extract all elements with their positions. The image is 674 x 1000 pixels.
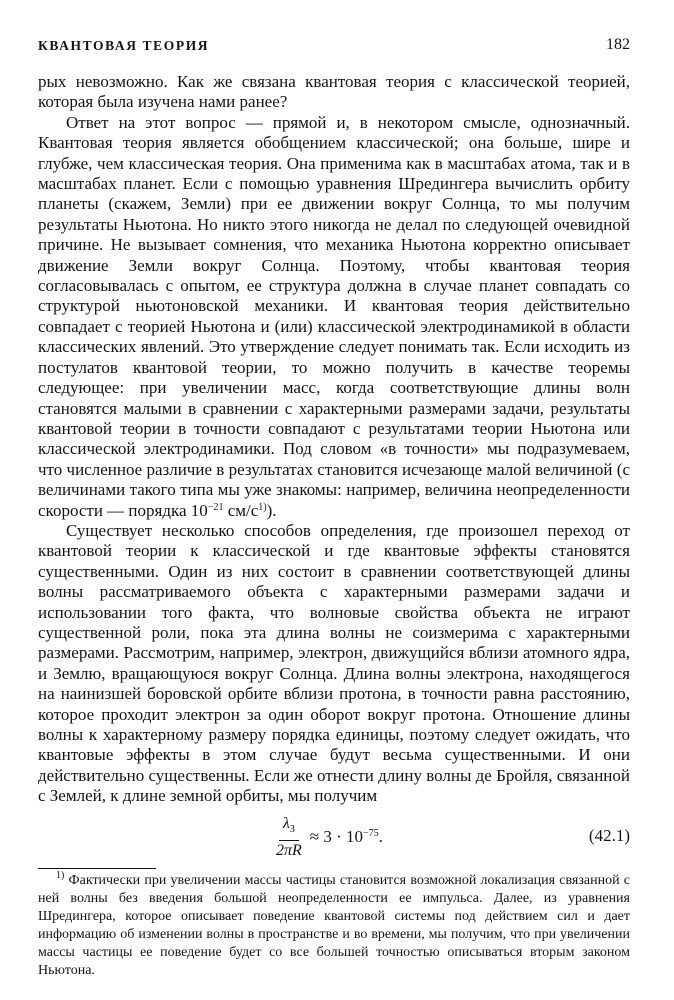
footnote-reference: 1) <box>258 501 267 513</box>
equation-relation: ≈ 3 · 10 <box>309 827 364 846</box>
equation-number: (42.1) <box>588 826 630 845</box>
paragraph-continuation <box>38 72 630 113</box>
fraction-denominator: 2πR <box>276 841 302 859</box>
footnote <box>38 872 630 980</box>
footnote-paragraph <box>38 872 630 980</box>
equation <box>38 812 630 862</box>
footnote-divider <box>38 868 156 869</box>
footnote-text: Фактически при увеличении массы частицы становится возможной локализация связанной с ней волны без введения большой неопределенности ее импульса. Далее, из уравнения Шредингера, которое описывает поведение квантовой системы под действием сил и дает информацию об изменении волны в пространстве и во времени, мы получим, что при увеличении массы частицы ее поведение будет со все большей точностью описываться вторым законом Ньютона. <box>38 873 630 978</box>
paragraph-answer-text: Ответ на этот вопрос — прямой и, в некотором смысле, однозначный. Квантовая теория является обобщением классической; она больше, шире и глубже, чем классическая теория. Она применима как в масштабах атома, так и в масштабах планет. Если с помощью уравнения Шредингера вычислить орбиту планеты (скажем, Земли) при ее движении вокруг Солнца, то мы получим результаты Ньютона. Но никто этого никогда не делал по следующей очевидной причине. Не вызывает сомнения, что механика Ньютона корректно описывает движение Земли вокруг Солнца. Поэтому, чтобы квантовая теория согласовывалась с опытом, ее структура должна в случае планет совпадать со структурой ньютоновской механики. И квантовая теория действительно совпадает с теорией Ньютона и (или) классической электродинамикой в области классических явлений. Это утверждение следует понимать так. Если исходить из постулатов квантовой теории, то можно получить в качестве теоремы следующее: при увеличении масс, когда соответствующие длины волн становятся малыми в сравнении с характерными размерами задачи, результаты квантовой теории в точности совпадают с результатами теории Ньютона или классической электродинамики. Под словом «в точности» мы подразумеваем, что численное различие в результатах становится исчезающе малой величиной (с величинами такого типа мы уже знакомы: например, величина неопределенности скорости — порядка 10 <box>38 112 630 520</box>
paragraph-answer-tail: ). <box>266 500 277 520</box>
equation-exponent: −75 <box>363 828 379 839</box>
fraction-numerator <box>279 814 299 840</box>
equation-tail: . <box>378 827 383 846</box>
lambda-symbol: λ <box>282 815 290 833</box>
running-head: КВАНТОВАЯ ТЕОРИЯ <box>38 38 210 53</box>
equation-fraction <box>274 814 304 859</box>
exponent: −21 <box>207 501 224 513</box>
equation-rhs <box>310 827 383 847</box>
page-header <box>38 38 630 60</box>
equation-body <box>274 812 383 862</box>
page-number: 182 <box>606 36 630 53</box>
footnote-mark: 1) <box>56 870 65 881</box>
paragraph-answer <box>38 113 630 521</box>
paragraph-methods <box>38 521 630 807</box>
unit-text: см/с <box>223 500 259 520</box>
paragraph-continuation-text: рых невозможно. Как же связана квантовая теория с классической теорией, которая была изучена нами ранее? <box>38 72 630 112</box>
paragraph-methods-text: Существует несколько способов определения, где произошел переход от квантовой теории к классической и где квантовые эффекты становятся существенными. Один из них состоит в сравнении соответствующей длины волны рассматриваемого объекта с характерными размерами задачи и использовании того факта, что волновые свойства объекта не играют существенной роли, пока эта длина волны не соизмерима с характерными размерами. Рассмотрим, например, электрон, движущийся вблизи атомного ядра, и Землю, вращающуюся вокруг Солнца. Длина волны электрона, находящегося на наинизшей боровской орбите вблизи протона, в точности равна расстоянию, которое проходит электрон за один оборот вокруг протона. Отношение длины волны к характерному размеру порядка единицы, поэтому следует ожидать, что квантовые эффекты в этом случае будут весьма существенными. И они действительно существенны. Если же отнести длину волны де Бройля, связанной с Землей, к длине земной орбиты, мы получим <box>38 520 630 806</box>
lambda-subscript: З <box>289 824 295 836</box>
body-text <box>38 72 630 807</box>
